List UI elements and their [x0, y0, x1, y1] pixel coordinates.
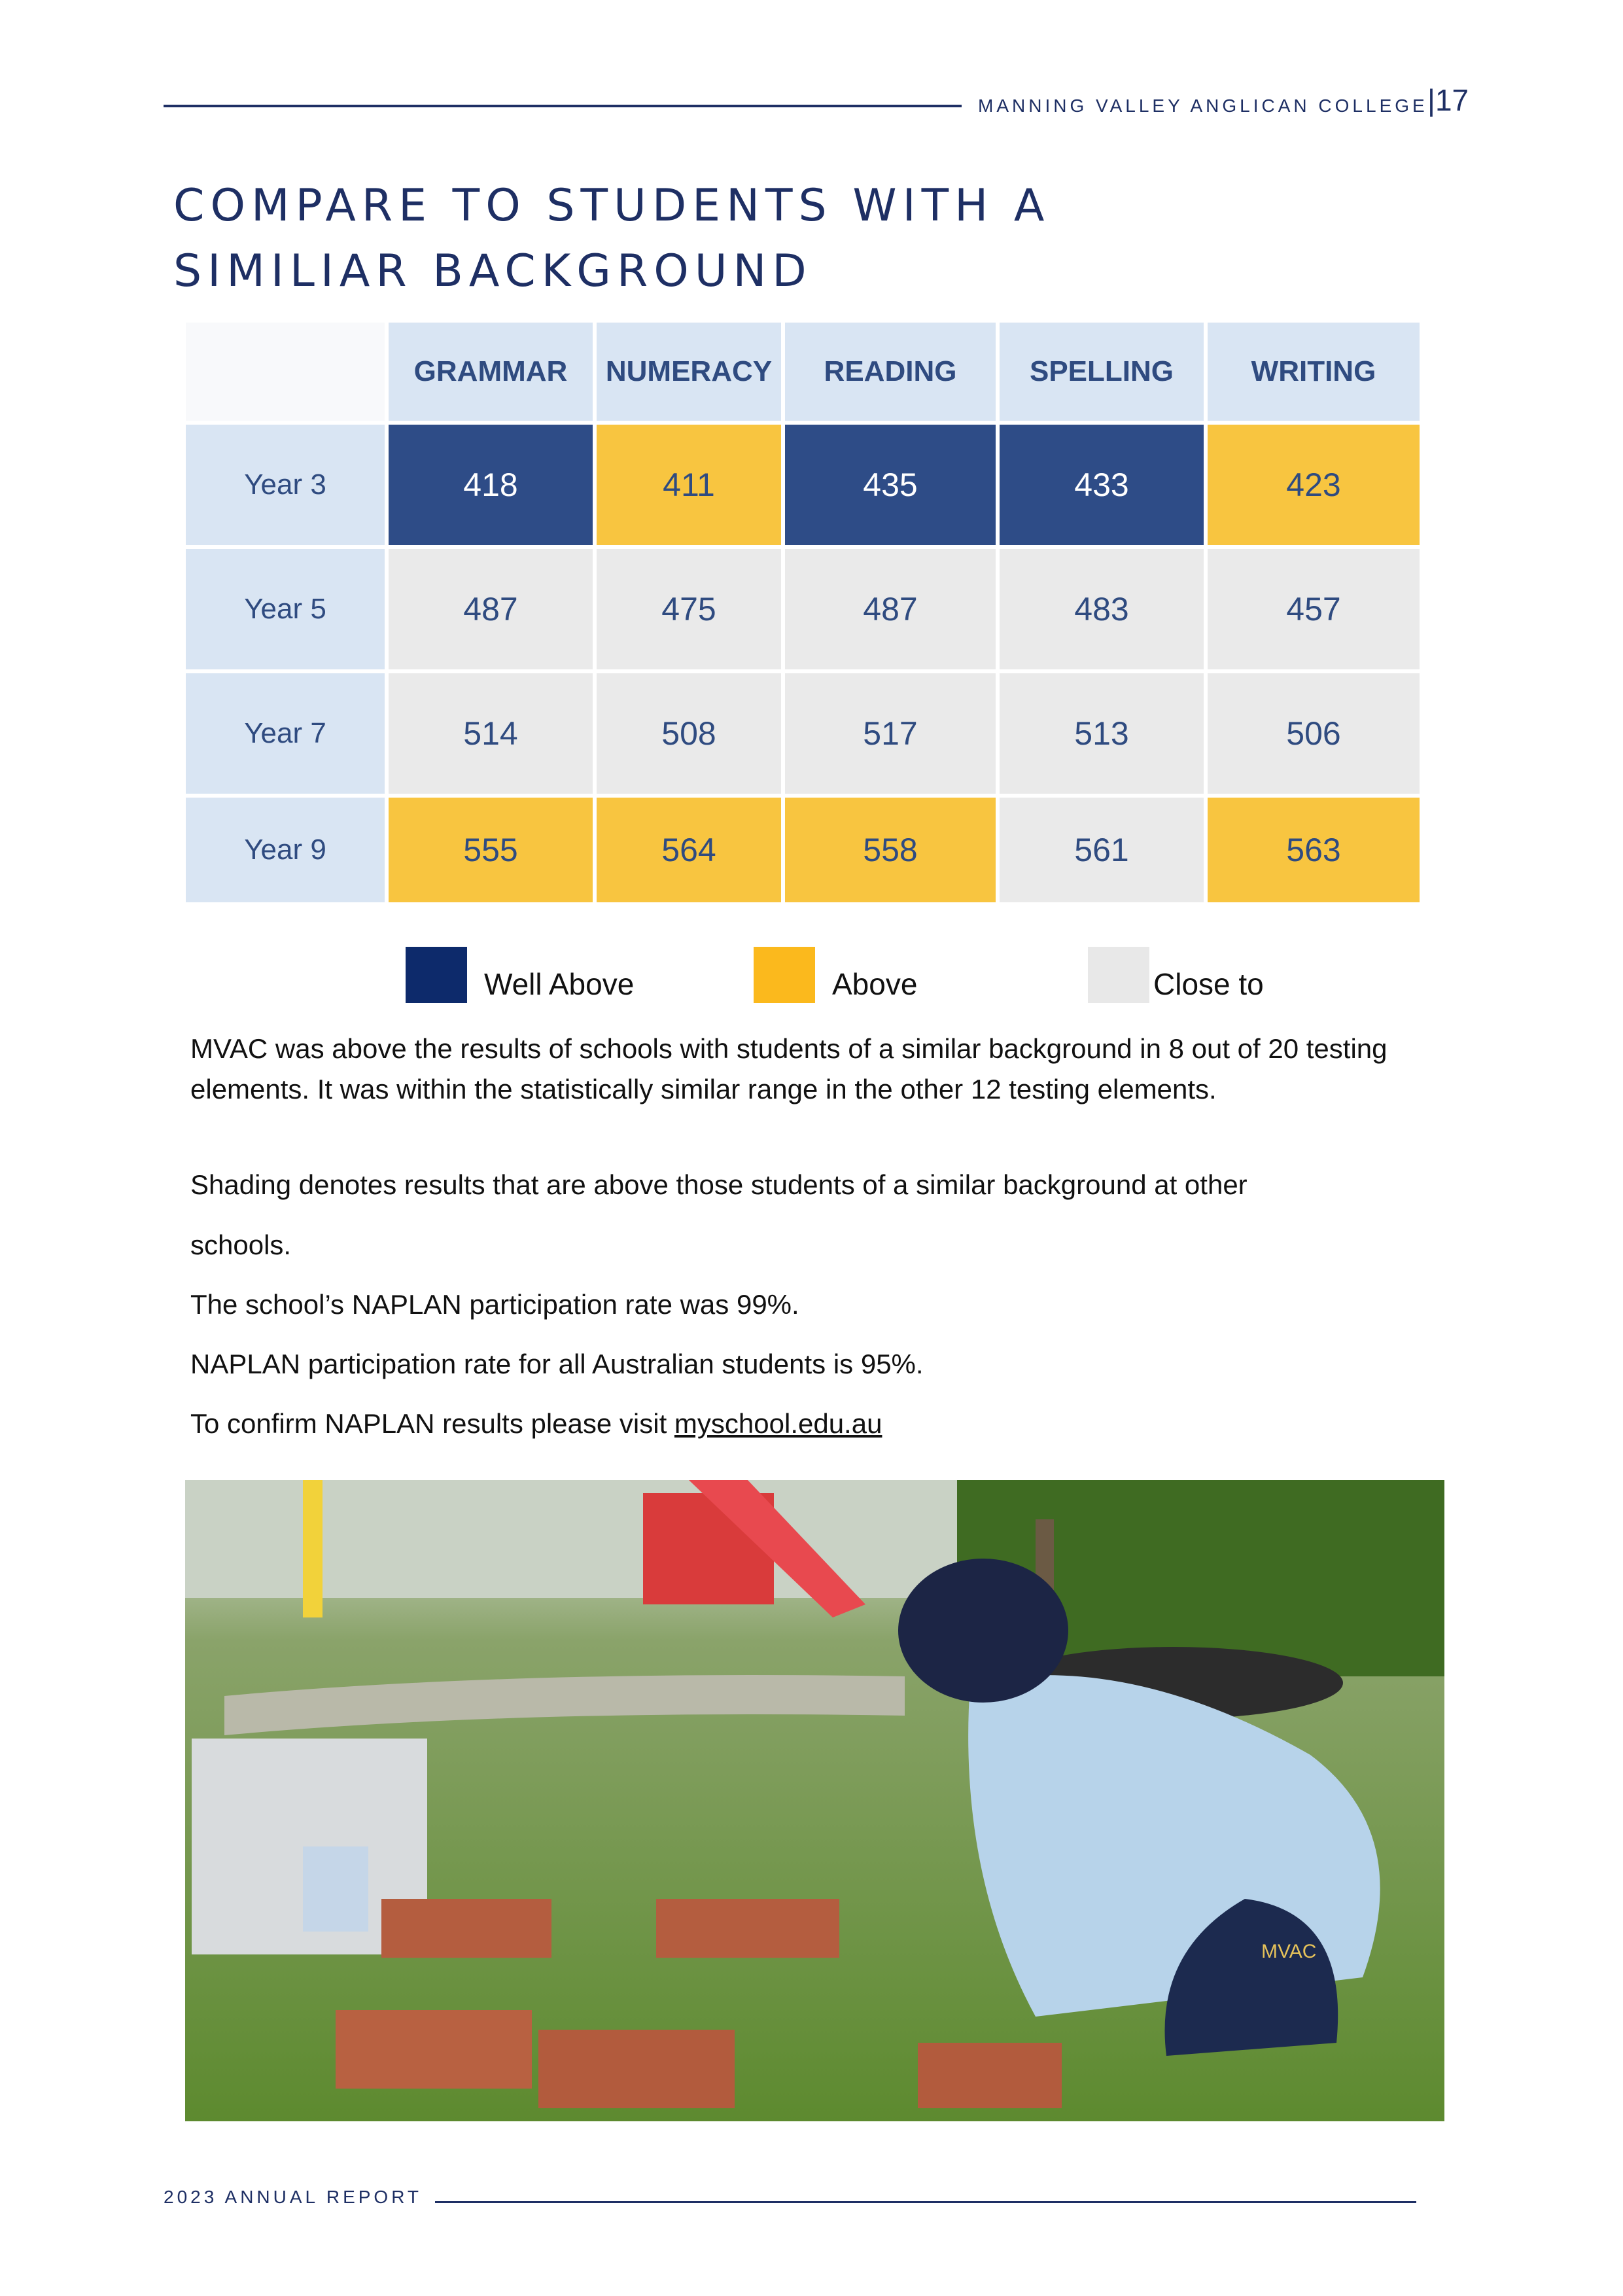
score-cell: 435 — [785, 425, 996, 545]
crate-label — [303, 1846, 368, 1932]
table-row-year-5 — [186, 549, 1420, 669]
page-title-line-2: SIMILIAR BACKGROUND — [173, 245, 812, 297]
naplan-comparison-table — [182, 319, 1423, 906]
footer-rule — [435, 2201, 1416, 2203]
table-corner-cell — [186, 323, 385, 421]
column-header-spelling: SPELLING — [1000, 323, 1204, 421]
row-header: Year 5 — [186, 549, 385, 669]
foam-brick — [656, 1899, 839, 1958]
score-cell: 483 — [1000, 549, 1204, 669]
footer-report-name: 2023 ANNUAL REPORT — [164, 2187, 423, 2207]
confirm-results-line — [190, 1404, 1420, 1444]
page-number: |17 — [1427, 83, 1469, 117]
legend-swatch-well-above — [406, 947, 467, 1003]
myschool-link[interactable]: myschool.edu.au — [674, 1408, 882, 1439]
column-header-writing: WRITING — [1208, 323, 1420, 421]
confirm-results-text: To confirm NAPLAN results please visit — [190, 1408, 674, 1439]
row-header: Year 3 — [186, 425, 385, 545]
score-cell: 558 — [785, 798, 996, 902]
yellow-pole — [303, 1480, 323, 1617]
column-header-grammar: GRAMMAR — [389, 323, 593, 421]
shading-note: Shading denotes results that are above those students of a similar background at other — [190, 1169, 1248, 1200]
score-cell: 508 — [597, 673, 781, 794]
score-cell: 487 — [389, 549, 593, 669]
score-cell: 517 — [785, 673, 996, 794]
row-header: Year 9 — [186, 798, 385, 902]
hat-logo-text: MVAC — [1261, 1941, 1317, 1962]
score-cell: 555 — [389, 798, 593, 902]
score-cell: 564 — [597, 798, 781, 902]
score-cell: 514 — [389, 673, 593, 794]
legend-swatch-above — [754, 947, 815, 1003]
foam-brick — [918, 2043, 1062, 2108]
score-cell: 475 — [597, 549, 781, 669]
score-cell: 563 — [1208, 798, 1420, 902]
score-cell: 457 — [1208, 549, 1420, 669]
table-row-year-3 — [186, 425, 1420, 545]
national-participation-rate: NAPLAN participation rate for all Australian students is 95%. — [190, 1349, 924, 1379]
column-header-reading: READING — [785, 323, 996, 421]
score-cell: 487 — [785, 549, 996, 669]
score-cell: 506 — [1208, 673, 1420, 794]
school-participation-rate: The school’s NAPLAN participation rate was 99%. — [190, 1289, 799, 1320]
legend-label-above: Above — [832, 967, 918, 1001]
students-playground-photo — [185, 1480, 1444, 2121]
legend-label-well-above: Well Above — [484, 967, 635, 1001]
column-header-numeracy: NUMERACY — [597, 323, 781, 421]
school-name: MANNING VALLEY ANGLICAN COLLEGE — [978, 96, 1428, 116]
photo-illustration — [185, 1480, 1444, 2121]
table-row-year-9 — [186, 798, 1420, 902]
shading-note-continued: schools. — [190, 1229, 292, 1260]
page-title — [173, 173, 1089, 304]
foam-brick — [381, 1899, 551, 1958]
legend-label-close-to: Close to — [1153, 967, 1264, 1001]
score-cell: 411 — [597, 425, 781, 545]
score-cell: 418 — [389, 425, 593, 545]
foam-brick — [538, 2030, 735, 2108]
table-header-row — [186, 323, 1420, 421]
score-cell: 561 — [1000, 798, 1204, 902]
score-cell: 513 — [1000, 673, 1204, 794]
score-cell: 423 — [1208, 425, 1420, 545]
summary-paragraph: MVAC was above the results of schools with students of a similar background in 8 out of 20 testing elements. It was within the statistically similar range in the other 12 testing elements. — [190, 1033, 1387, 1104]
score-cell: 433 — [1000, 425, 1204, 545]
header-rule — [164, 105, 962, 107]
table-row-year-7 — [186, 673, 1420, 794]
legend-swatch-close-to — [1088, 947, 1149, 1003]
page-title-line-1: COMPARE TO STUDENTS WITH A — [173, 180, 1051, 232]
row-header: Year 7 — [186, 673, 385, 794]
foam-brick — [336, 2010, 532, 2089]
child-bucket-hat — [898, 1559, 1068, 1703]
